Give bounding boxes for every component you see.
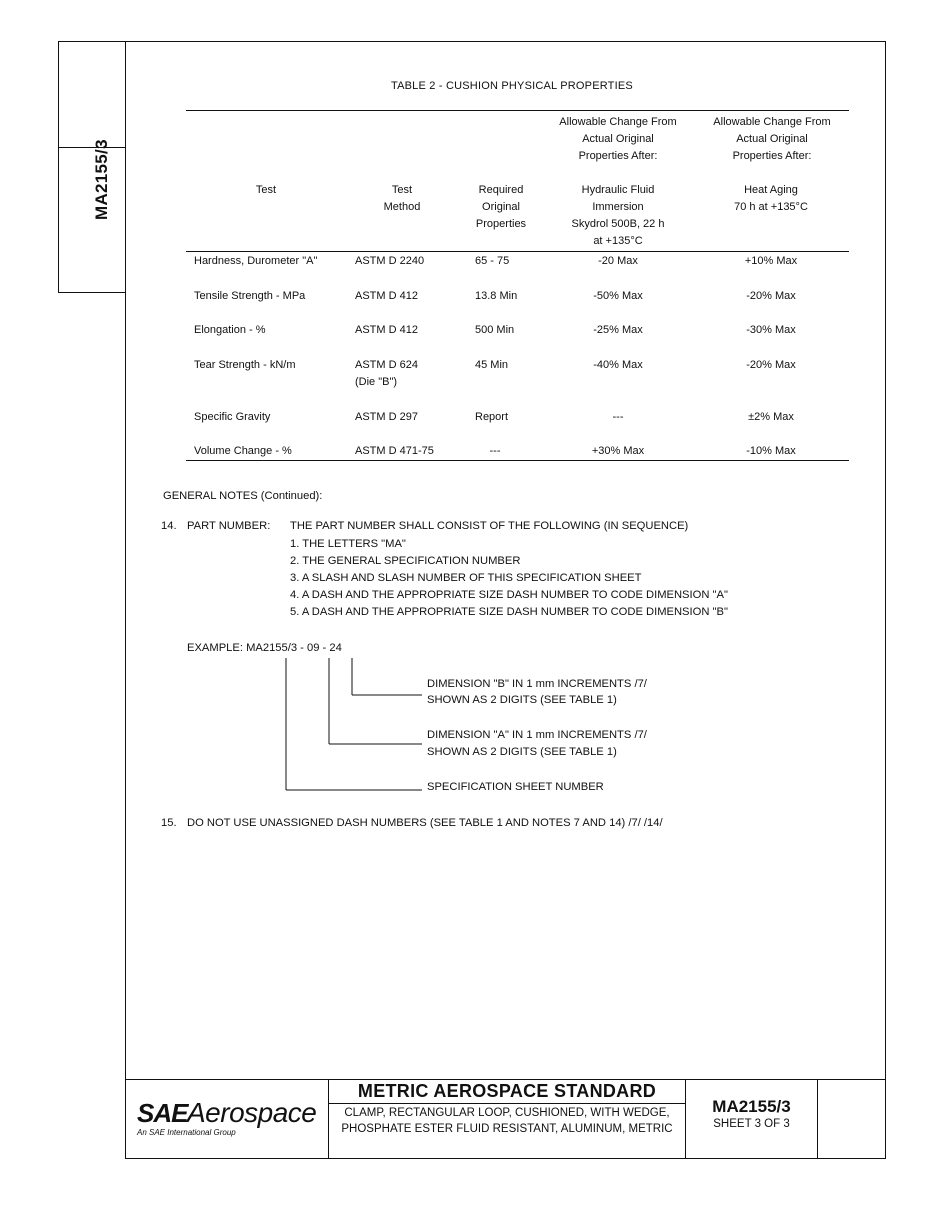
table-cell-heat: -10% Max bbox=[746, 445, 796, 457]
table-cell-required: 45 Min bbox=[475, 359, 509, 371]
callout-spec-sheet: SPECIFICATION SHEET NUMBER bbox=[427, 781, 604, 793]
table-cell-heat: +10% Max bbox=[744, 255, 798, 267]
note-14-item: 3. A SLASH AND SLASH NUMBER OF THIS SPECIFICATION SHEET bbox=[290, 572, 642, 584]
table-cell-hydraulic: -50% Max bbox=[593, 290, 643, 302]
table-cell-method: ASTM D 2240 bbox=[355, 255, 425, 267]
header-hydraulic: Hydraulic Fluid Immersion Skydrol 500B, 22 h at +135°C bbox=[571, 184, 665, 247]
header-test: Test bbox=[255, 184, 277, 196]
header-required: Required Original Properties bbox=[475, 184, 527, 230]
table-cell-required: --- bbox=[489, 445, 501, 457]
note-14-item: 2. THE GENERAL SPECIFICATION NUMBER bbox=[290, 555, 521, 567]
callout-dimension-b-digits: SHOWN AS 2 DIGITS (SEE TABLE 1) bbox=[427, 694, 617, 706]
title-block-rule bbox=[328, 1103, 685, 1104]
table-cell-heat: -20% Max bbox=[746, 290, 796, 302]
table-cell-method: ASTM D 297 bbox=[355, 411, 418, 423]
table-cell-required: 500 Min bbox=[475, 324, 515, 336]
notes-heading: GENERAL NOTES (Continued): bbox=[163, 490, 323, 502]
callout-dimension-b: DIMENSION "B" IN 1 mm INCREMENTS /7/ bbox=[427, 678, 647, 690]
table-cell-required: 13.8 Min bbox=[475, 290, 518, 302]
table-cell-heat: ±2% Max bbox=[748, 411, 794, 423]
note-14-item: 4. A DASH AND THE APPROPRIATE SIZE DASH NUMBER TO CODE DIMENSION "A" bbox=[290, 589, 728, 601]
title-block-divider bbox=[817, 1079, 818, 1159]
header-method: Test Method bbox=[383, 184, 421, 213]
table-cell-hydraulic: -25% Max bbox=[593, 324, 643, 336]
table-cell-hydraulic: +30% Max bbox=[591, 445, 645, 457]
table-cell-heat: -20% Max bbox=[746, 359, 796, 371]
sae-logo: SAE bbox=[137, 1098, 188, 1128]
table-cell-hydraulic: -40% Max bbox=[593, 359, 643, 371]
note-14-item: 5. A DASH AND THE APPROPRIATE SIZE DASH NUMBER TO CODE DIMENSION "B" bbox=[290, 606, 728, 618]
callout-dimension-a: DIMENSION "A" IN 1 mm INCREMENTS /7/ bbox=[427, 729, 647, 741]
header-heat: Heat Aging 70 h at +135°C bbox=[734, 184, 808, 213]
table-cell-test: Hardness, Durometer "A" bbox=[194, 255, 318, 267]
table-cell-method: ASTM D 412 bbox=[355, 324, 418, 336]
table-cell-test: Tear Strength - kN/m bbox=[194, 359, 296, 371]
table-cell-hydraulic: -20 Max bbox=[598, 255, 638, 267]
header-group-heat: Allowable Change From Actual Original Properties After: bbox=[713, 116, 831, 162]
callout-dimension-a-digits: SHOWN AS 2 DIGITS (SEE TABLE 1) bbox=[427, 746, 617, 758]
note-14-label: PART NUMBER: bbox=[187, 520, 271, 532]
example-part-number: EXAMPLE: MA2155/3 - 09 - 24 bbox=[187, 642, 342, 654]
note-15-text: DO NOT USE UNASSIGNED DASH NUMBERS (SEE TABLE 1 AND NOTES 7 AND 14) /7/ /14/ bbox=[187, 817, 663, 829]
table-cell-method: ASTM D 624 bbox=[355, 359, 418, 371]
note-14-text: THE PART NUMBER SHALL CONSIST OF THE FOLLOWING (IN SEQUENCE) bbox=[290, 520, 689, 532]
sheet-number: SHEET 3 OF 3 bbox=[713, 1118, 790, 1130]
table-cell-test: Elongation - % bbox=[194, 324, 266, 336]
table-cell-method-note: (Die "B") bbox=[355, 376, 398, 388]
table-cell-hydraulic: --- bbox=[612, 411, 624, 423]
side-spec-code: MA2155/3 bbox=[92, 139, 111, 220]
note-14-number: 14. bbox=[161, 520, 177, 532]
standard-description: CLAMP, RECTANGULAR LOOP, CUSHIONED, WITH WEDGE, PHOSPHATE ESTER FLUID RESISTANT, ALUMINUM, METRIC bbox=[341, 1107, 673, 1135]
table-cell-method: ASTM D 471-75 bbox=[355, 445, 434, 457]
table-cell-required: 65 - 75 bbox=[475, 255, 510, 267]
note-14-item: 1. THE LETTERS "MA" bbox=[290, 538, 406, 550]
table-cell-method: ASTM D 412 bbox=[355, 290, 418, 302]
standard-title: METRIC AEROSPACE STANDARD bbox=[357, 1081, 657, 1101]
document-code: MA2155/3 bbox=[712, 1097, 791, 1116]
table-cell-test: Tensile Strength - MPa bbox=[194, 290, 306, 302]
logo-tagline: An SAE International Group bbox=[137, 1128, 236, 1137]
table-cell-test: Specific Gravity bbox=[194, 411, 271, 423]
table-cell-heat: -30% Max bbox=[746, 324, 796, 336]
table-cell-required: Report bbox=[475, 411, 509, 423]
header-group-hydraulic: Allowable Change From Actual Original Properties After: bbox=[559, 116, 677, 162]
aerospace-logo-text: Aerospace bbox=[187, 1097, 317, 1128]
table-cell-test: Volume Change - % bbox=[194, 445, 292, 457]
table-title: TABLE 2 - CUSHION PHYSICAL PROPERTIES bbox=[391, 80, 633, 92]
note-15-number: 15. bbox=[161, 817, 177, 829]
